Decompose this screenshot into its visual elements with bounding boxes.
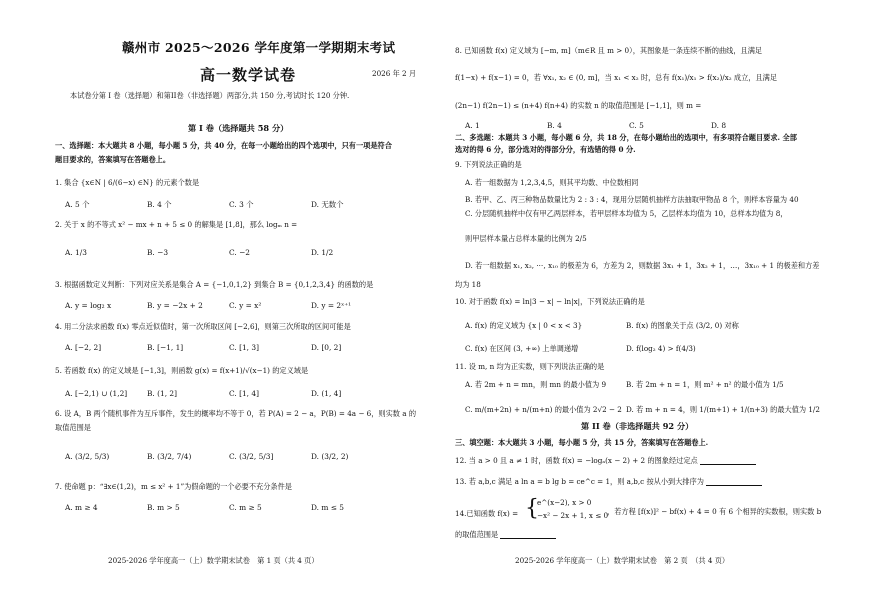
q11-option-d: D. 若 m + n = 4，则 1/(m+1) + 1/(n+3) 的最大值为 1/2 (626, 405, 820, 414)
q9-option-a: A. 若一组数据为 1,2,3,4,5，则其平均数、中位数相同 (465, 178, 639, 187)
section1-line2: 题目要求的，答案填写在答题卷上。 (55, 155, 171, 164)
question-stem: 3. 根据函数定义判断：下列对应关系是集合 A = {−1,0,1,2} 到集合 B = {0,1,2,3,4} 的函数的是 (55, 280, 374, 289)
q10-stem: 10. 对于函数 f(x) = ln|3 − x| − ln|x|，下列说法正确的是 (455, 297, 645, 306)
page-footer-left: 2025-2026 学年度高一（上）数学期末试卷 第 1 页（共 4 页） (108, 556, 319, 565)
q9-option-c-cont: 则甲层样本量占总样本量的比例为 2/5 (465, 234, 587, 243)
option-c: C. y = x² (229, 301, 262, 310)
q14-rest: ，若方程 [f(x)]² − bf(x) + 4 = 0 有 6 个相异的实数根，则实数 b (607, 507, 822, 516)
q8-line3: (2n−1) f(2n−1) ≤ (n+4) f(n+4) 的实数 n 的取值范围是 [−1,1]，则 m = (455, 101, 702, 110)
q9-option-d-cont: 均为 18 (455, 280, 481, 289)
option-a: A. 1 (465, 121, 480, 130)
option-b: B. 4 个 (147, 200, 172, 209)
question-stem: 7. 使命题 p：“∃x∈(1,2)，m ≤ x² + 1”为假命题的一个必要不充分条件是 (55, 482, 292, 491)
q8-line1: 8. 已知函数 f(x) 定义域为 [−m, m]（m∈R 且 m > 0），其图象是一条连续不断的曲线，且满足 (455, 46, 763, 55)
option-a: A. [−2,1) ∪ (1,2] (65, 389, 128, 398)
question-stem: 2. 关于 x 的不等式 x² − mx + n + 5 ≤ 0 的解集是 [1,8]，那么 logₘ n = (55, 220, 298, 229)
option-c: C. 3 个 (229, 200, 254, 209)
q11-option-c: C. m/(m+2n) + n/(m+n) 的最小值为 2√2 − 2 (465, 405, 622, 414)
option-d: D. (3/2, 2) (311, 452, 349, 461)
q14-line2-text: 的取值范围是 (455, 530, 499, 539)
q13-stem (455, 477, 762, 486)
option-d: D. 无数个 (311, 200, 344, 209)
option-c: C. [1, 4] (229, 389, 259, 398)
option-b: B. (3/2, 7/4) (147, 452, 192, 461)
option-d: D. m ≤ 5 (311, 503, 344, 512)
q14-intro: 14.已知函数 f(x) = (455, 509, 519, 518)
option-c: C. 5 (629, 121, 644, 130)
q10-option-c: C. f(x) 在区间 (3, +∞) 上单调递增 (465, 344, 579, 353)
exam-subtitle: 高一数学试卷 (200, 66, 297, 84)
exam-date: 2026 年 2 月 (372, 69, 417, 78)
option-a: A. 5 个 (65, 200, 90, 209)
instructions: 本试卷分第 I 卷（选择题）和第II卷（非选择题）两部分,共 150 分,考试时长 120 分钟. (70, 91, 350, 100)
q9-stem: 9. 下列说法正确的是 (455, 160, 522, 169)
part2-heading: 第 II 卷（非选择题共 92 分） (581, 421, 694, 431)
section2-line2: 选对的得 6 分，部分选对的得部分分，有选错的得 0 分. (455, 145, 636, 154)
q14-brace: { (525, 496, 539, 521)
q14-answer-blank[interactable] (500, 530, 556, 539)
option-b: B. [−1, 1] (147, 343, 184, 352)
option-c: C. (3/2, 5/3] (229, 452, 274, 461)
question-stem: 6. 设 A，B 两个随机事件为互斥事件，发生的概率均不等于 0，若 P(A) = 2 − a，P(B) = 4a − 6，则实数 a 的 (55, 409, 417, 418)
q12-text: 12. 当 a > 0 且 a ≠ 1 时，函数 f(x) = −logₐ(x − 2) + 2 的图象经过定点 (455, 456, 698, 465)
question-stem-cont: 取值范围是 (55, 423, 91, 432)
option-c: C. m ≥ 5 (229, 503, 262, 512)
option-b: B. y = −2x + 2 (147, 301, 203, 310)
q14-case2: −x² − 2x + 1, x ≤ 0 (537, 511, 609, 520)
option-b: B. 4 (547, 121, 562, 130)
question-stem: 5. 若函数 f(x) 的定义域是 [−1,3]，则函数 g(x) = f(x+1)/√(x−1) 的定义域是 (55, 366, 309, 375)
q9-option-d: D. 若一组数据 x₁, x₂, ⋯, x₁₀ 的极差为 6，方差为 2，则数据 3x₁ + 1，3x₂ + 1，…，3x₁₀ + 1 的极差和方差 (465, 261, 820, 270)
section3-heading: 三、填空题：本大题共 3 小题，每小题 5 分，共 15 分，答案填写在答题卷上. (455, 438, 709, 447)
option-d: D. y = 2ˣ⁺¹ (311, 301, 352, 310)
q11-stem: 11. 设 m, n 均为正实数，则下列说法正确的是 (455, 362, 605, 371)
option-d: D. (1, 4] (311, 389, 342, 398)
option-a: A. 1/3 (65, 248, 87, 257)
q14-line2 (455, 530, 556, 539)
exam-title: 赣州市 2025～2026 学年度第一学期期末考试 (122, 40, 396, 55)
q10-option-d: D. f(log₂ 4) > f(4/3) (626, 344, 696, 353)
option-d: D. [0, 2] (311, 343, 342, 352)
q11-option-b: B. 若 2m + n = 1，则 m² + n² 的最小值为 1/5 (626, 380, 784, 389)
option-b: B. −3 (147, 248, 169, 257)
q14-case1: e^(x−2), x > 0 (537, 498, 592, 507)
q8-line2: f(1−x) + f(x−1) = 0，若 ∀x₁, x₂ ∈ (0, m]，当 x₁ < x₂ 时，总有 f(x₁)/x₁ > f(x₂)/x₂ 成立，且满足 (455, 73, 778, 82)
q13-text: 13. 若 a,b,c 满足 a ln a = b lg b = ce^c = 1，则 a,b,c 按从小到大排序为 (455, 477, 704, 486)
page-footer-right: 2025-2026 学年度高一（上）数学期末试卷 第 2 页 （共 4 页） (515, 556, 730, 565)
option-a: A. y = log₂ x (65, 301, 112, 310)
option-a: A. m ≥ 4 (65, 503, 98, 512)
q13-answer-blank[interactable] (706, 477, 762, 486)
question-stem: 4. 用二分法求函数 f(x) 零点近似值时，第一次所取区间 [−2,6]，则第三次所取的区间可能是 (55, 322, 351, 331)
q10-option-a: A. f(x) 的定义域为 {x | 0 < x < 3} (465, 321, 583, 330)
section2-line1: 二、多选题：本题共 3 小题，每小题 6 分，共 18 分，在每小题给出的选项中，有多项符合题目要求. 全部 (455, 133, 797, 142)
option-d: D. 1/2 (311, 248, 334, 257)
part1-heading: 第 I 卷（选择题共 58 分） (188, 123, 289, 133)
option-d: D. 8 (711, 121, 727, 130)
section1-line1: 一、选择题：本大题共 8 小题，每小题 5 分，共 40 分，在每一小题给出的四个选项中，只有一项是符合 (55, 141, 392, 150)
question-stem: 1. 集合 {x∈N | 6/(6−x) ∈N} 的元素个数是 (55, 178, 200, 187)
q9-option-b: B. 若甲、乙、丙三种物品数量比为 2 : 3 : 4，现用分层随机抽样方法抽取甲物品 8 个，则样本容量为 40 (465, 195, 799, 204)
option-b: B. (1, 2] (147, 389, 177, 398)
option-c: C. [1, 3] (229, 343, 259, 352)
option-c: C. −2 (229, 248, 250, 257)
q11-option-a: A. 若 2m + n = mn，则 mn 的最小值为 9 (465, 380, 607, 389)
option-b: B. m > 5 (147, 503, 180, 512)
q9-option-c: C. 分层随机抽样中仅有甲乙两层样本，若甲层样本均值为 5，乙层样本均值为 10，总样本均值为 8， (465, 209, 788, 218)
option-a: A. [−2, 2] (65, 343, 102, 352)
q10-option-b: B. f(x) 的图象关于点 (3/2, 0) 对称 (626, 321, 739, 330)
q12-stem (455, 456, 756, 465)
q12-answer-blank[interactable] (700, 456, 756, 465)
option-a: A. (3/2, 5/3) (65, 452, 110, 461)
